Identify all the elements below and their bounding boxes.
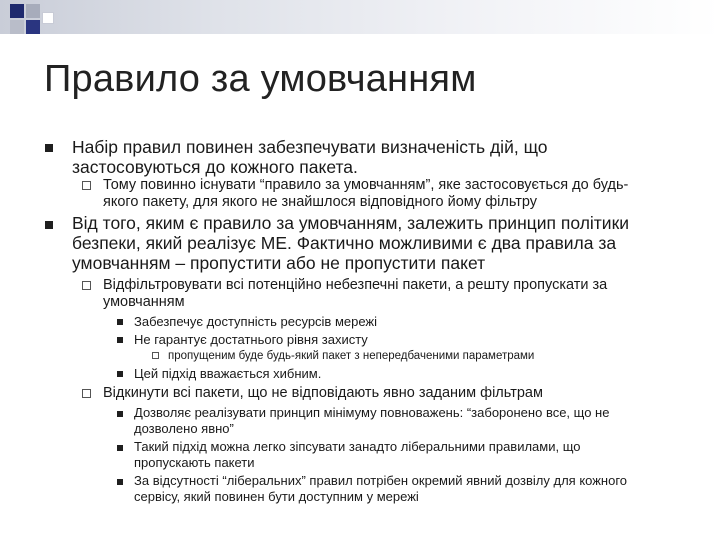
hollow-square-bullet-icon (82, 181, 91, 190)
bullet-text: Дозволяє реалізувати принцип мінімуму повноважень: “заборонено все, що не дозволено явно” (134, 405, 610, 436)
square-bullet-icon (117, 479, 123, 485)
square-bullet-icon (117, 445, 123, 451)
square-bullet-icon (117, 319, 123, 325)
bullet-text: Відфільтровувати всі потенційно небезпечні пакети, а решту пропускати за умовчанням (103, 277, 608, 310)
bullet-text: Цей підхід вважається хибним. (134, 366, 322, 381)
bullet-text: Від того, яким є правило за умовчанням, залежить принцип політики безпеки, який реалізує МЕ. Фактично можливими є два правила за умовчанням – пропустити або не пропустити пакет (72, 213, 630, 273)
bullet-text: пропущеним буде будь-який пакет з непередбаченими параметрами (168, 350, 535, 362)
square-bullet-icon (117, 371, 123, 377)
bullet-text: Набір правил повинен забезпечувати визначеність дій, що застосовуються до кожного пакета. (72, 137, 548, 177)
square-bullet-icon (45, 221, 53, 229)
hollow-square-bullet-icon (152, 352, 159, 359)
bullet-text: Відкинути всі пакети, що не відповідають явно заданим фільтрам (103, 385, 543, 401)
hollow-square-bullet-icon (82, 389, 91, 398)
square-bullet-icon (117, 337, 123, 343)
square-bullet-icon (117, 411, 123, 417)
bullet-text: Такий підхід можна легко зіпсувати занадто ліберальними правилами, що пропускають пакети (134, 439, 581, 470)
bullet-text: За відсутності “ліберальних” правил потрібен окремий явний дозвілу для кожного сервісу, який повинен бути доступним у мережі (134, 473, 628, 504)
slide-title: Правило за умовчанням (44, 58, 477, 100)
bullet-text: Тому повинно існувати “правило за умовчанням”, яке застосовується до будь-якого пакету, для якого не знайшлося відповідного йому фільтру (103, 177, 629, 210)
square-bullet-icon (45, 144, 53, 152)
bullet-text: Забезпечує доступність ресурсів мережі (134, 314, 378, 329)
bullet-text: Не гарантує достатнього рівня захисту (134, 332, 368, 347)
hollow-square-bullet-icon (82, 281, 91, 290)
